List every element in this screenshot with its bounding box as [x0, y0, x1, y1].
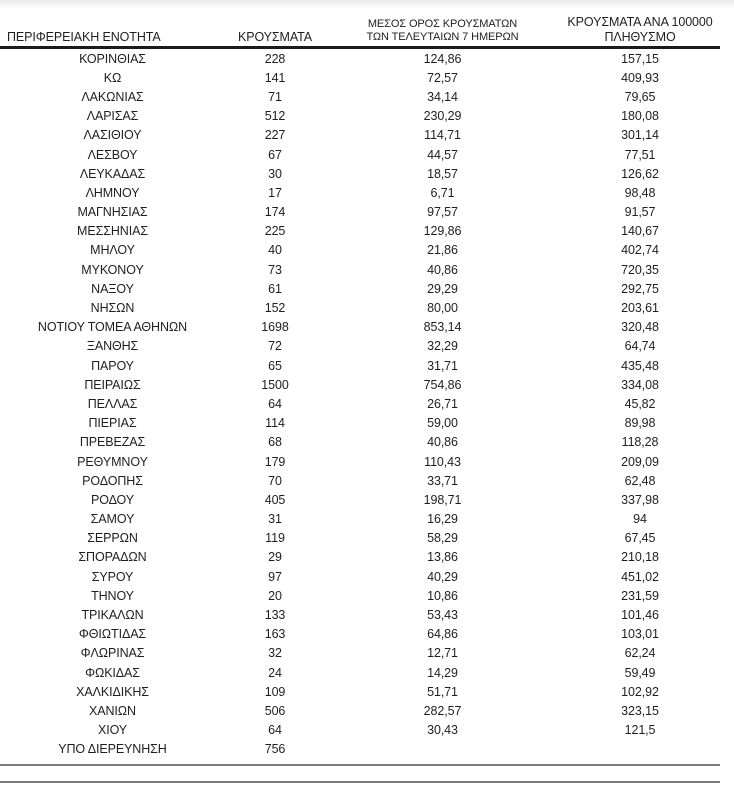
- region-name-cell: ΜΕΣΣΗΝΙΑΣ: [77, 224, 148, 239]
- region-name-cell: ΡΕΘΥΜΝΟΥ: [77, 454, 148, 469]
- cases-cell: 30: [268, 166, 282, 181]
- cases-cell: 24: [268, 665, 282, 680]
- per-100k-cell: 209,09: [621, 454, 659, 469]
- cases-cell: 133: [264, 608, 286, 623]
- per-100k-cell: 292,75: [621, 281, 659, 296]
- column-header-7day-average-line1: ΜΕΣΟΣ ΟΡΟΣ ΚΡΟΥΣΜΑΤΩΝ: [367, 18, 518, 30]
- region-name-cell: ΣΕΡΡΩΝ: [87, 531, 138, 546]
- per-100k-cell: 126,62: [621, 166, 659, 181]
- per-100k-cell: 91,57: [624, 205, 656, 220]
- column-header-cases-per-100k-line2: ΠΛΗΘΥΣΜΟ: [604, 29, 676, 44]
- avg-7day-cell: 97,57: [427, 205, 458, 220]
- cases-cell: 67: [268, 147, 282, 162]
- region-name-cell: ΞΑΝΘΗΣ: [86, 339, 139, 354]
- table-row: [0, 318, 720, 337]
- table-row: [0, 183, 720, 202]
- avg-7day-cell: 282,57: [423, 703, 462, 718]
- cases-cell: 29: [268, 550, 282, 565]
- per-100k-cell: 102,92: [621, 684, 659, 699]
- region-name-cell: ΛΕΣΒΟΥ: [87, 147, 138, 162]
- column-header-7day-average: [325, 18, 560, 44]
- table-row: [0, 605, 720, 624]
- cases-cell: 512: [264, 109, 286, 124]
- avg-7day-cell: 18,57: [427, 166, 458, 181]
- per-100k-cell: 45,82: [624, 396, 656, 411]
- cases-cell: 227: [264, 128, 286, 143]
- table-row: [0, 279, 720, 298]
- region-name-cell: ΠΡΕΒΕΖΑΣ: [79, 435, 146, 450]
- region-name-cell: ΠΙΕΡΙΑΣ: [88, 416, 137, 431]
- per-100k-cell: 98,48: [624, 185, 656, 200]
- avg-7day-cell: 124,86: [423, 51, 462, 66]
- cases-cell: 71: [268, 89, 282, 104]
- table-row: [0, 203, 720, 222]
- per-100k-cell: 203,61: [621, 301, 659, 316]
- per-100k-cell: 77,51: [624, 147, 656, 162]
- table-row: [0, 375, 720, 394]
- per-100k-cell: 320,48: [621, 320, 659, 335]
- avg-7day-cell: 40,86: [427, 435, 458, 450]
- table-row: [0, 414, 720, 433]
- per-100k-cell: 94: [633, 512, 647, 527]
- region-name-cell: ΝΑΞΟΥ: [91, 281, 134, 296]
- per-100k-cell: 402,74: [621, 243, 659, 258]
- avg-7day-cell: 6,71: [430, 185, 455, 200]
- region-name-cell: ΛΕΥΚΑΔΑΣ: [79, 166, 146, 181]
- region-name-cell: ΠΕΙΡΑΙΩΣ: [84, 377, 141, 392]
- region-name-cell: ΜΗΛΟΥ: [90, 243, 135, 258]
- cases-cell: 225: [264, 224, 286, 239]
- cases-cell: 163: [264, 627, 286, 642]
- cases-cell: 31: [268, 512, 282, 527]
- per-100k-cell: 101,46: [621, 608, 659, 623]
- region-name-cell: ΦΘΙΩΤΙΔΑΣ: [78, 627, 147, 642]
- avg-7day-cell: 51,71: [427, 684, 458, 699]
- cases-cell: 20: [268, 588, 282, 603]
- column-header-regional-unit: ΠΕΡΙΦΕΡΕΙΑΚΗ ΕΝΟΤΗΤΑ: [7, 30, 161, 44]
- region-name-cell: ΦΛΩΡΙΝΑΣ: [80, 646, 145, 661]
- per-100k-cell: 323,15: [621, 703, 659, 718]
- per-100k-cell: 301,14: [621, 128, 659, 143]
- avg-7day-cell: 21,86: [427, 243, 458, 258]
- avg-7day-cell: 129,86: [423, 224, 462, 239]
- cases-cell: 68: [268, 435, 282, 450]
- region-name-cell: ΜΑΓΝΗΣΙΑΣ: [77, 205, 148, 220]
- cases-cell: 97: [268, 569, 282, 584]
- per-100k-cell: 89,98: [624, 416, 656, 431]
- table-row: [0, 586, 720, 605]
- table-row: [0, 107, 720, 126]
- avg-7day-cell: 80,00: [427, 301, 458, 316]
- avg-7day-cell: 58,29: [427, 531, 458, 546]
- region-name-cell: ΛΑΣΙΘΙΟΥ: [83, 128, 142, 143]
- region-name-cell: ΤΗΝΟΥ: [91, 588, 134, 603]
- table-row: [0, 721, 720, 740]
- avg-7day-cell: 72,57: [427, 70, 458, 85]
- per-100k-cell: 62,48: [624, 473, 656, 488]
- table-row: [0, 471, 720, 490]
- cases-cell: 1500: [261, 377, 289, 392]
- table-row: [0, 356, 720, 375]
- avg-7day-cell: 30,43: [427, 723, 458, 738]
- table-row: [0, 68, 720, 87]
- avg-7day-cell: 114,71: [424, 128, 461, 143]
- cases-cell: 119: [265, 531, 285, 546]
- cases-cell: 72: [268, 339, 282, 354]
- cases-cell: 109: [264, 684, 286, 699]
- region-name-cell: ΣΥΡΟΥ: [91, 569, 134, 584]
- table-row: [0, 740, 720, 759]
- region-name-cell: ΛΑΡΙΣΑΣ: [86, 109, 139, 124]
- cases-cell: 64: [268, 396, 282, 411]
- region-name-cell: ΛΗΜΝΟΥ: [85, 185, 140, 200]
- region-name-cell: ΧΙΟΥ: [97, 723, 128, 738]
- avg-7day-cell: 12,71: [427, 646, 458, 661]
- region-name-cell: ΣΠΟΡΑΔΩΝ: [78, 550, 147, 565]
- per-100k-cell: 180,08: [621, 109, 659, 124]
- cases-cell: 179: [264, 454, 286, 469]
- table-row: [0, 298, 720, 317]
- cases-cell: 70: [268, 473, 282, 488]
- table-row: [0, 145, 720, 164]
- table-row: [0, 260, 720, 279]
- region-name-cell: ΠΑΡΟΥ: [91, 358, 134, 373]
- table-row: [0, 241, 720, 260]
- table-row: [0, 625, 720, 644]
- avg-7day-cell: 754,86: [423, 377, 462, 392]
- region-name-cell: ΚΟΡΙΝΘΙΑΣ: [79, 51, 146, 66]
- cases-cell: 64: [268, 723, 282, 738]
- table-body: [0, 49, 720, 759]
- per-100k-cell: 435,48: [621, 358, 659, 373]
- region-name-cell: ΠΕΛΛΑΣ: [87, 396, 138, 411]
- region-name-cell: ΧΑΛΚΙΔΙΚΗΣ: [76, 684, 149, 699]
- table-row: [0, 87, 720, 106]
- per-100k-cell: 67,45: [624, 531, 656, 546]
- avg-7day-cell: 59,00: [427, 416, 458, 431]
- avg-7day-cell: 64,86: [427, 627, 458, 642]
- avg-7day-cell: 853,14: [423, 320, 462, 335]
- table-row: [0, 663, 720, 682]
- cases-cell: 61: [268, 281, 282, 296]
- column-header-cases: ΚΡΟΥΣΜΑΤΑ: [237, 30, 313, 44]
- avg-7day-cell: 13,86: [427, 550, 458, 565]
- avg-7day-cell: 31,71: [427, 358, 458, 373]
- per-100k-cell: 103,01: [621, 627, 659, 642]
- region-name-cell: ΡΟΔΟΠΗΣ: [82, 473, 143, 488]
- table-row: [0, 490, 720, 509]
- region-name-cell: ΡΟΔΟΥ: [90, 492, 135, 507]
- region-name-cell: ΝΗΣΩΝ: [90, 301, 135, 316]
- avg-7day-cell: 32,29: [427, 339, 458, 354]
- table-row: [0, 452, 720, 471]
- cases-cell: 73: [268, 262, 282, 277]
- per-100k-cell: 210,18: [621, 550, 659, 565]
- per-100k-cell: 59,49: [624, 665, 656, 680]
- avg-7day-cell: 33,71: [427, 473, 458, 488]
- avg-7day-cell: 16,29: [427, 512, 458, 527]
- table-row: [0, 529, 720, 548]
- avg-7day-cell: 198,71: [423, 492, 462, 507]
- table-row: [0, 682, 720, 701]
- region-name-cell: ΝΟΤΙΟΥ ΤΟΜΕΑ ΑΘΗΝΩΝ: [37, 320, 188, 335]
- avg-7day-cell: 44,57: [427, 147, 458, 162]
- avg-7day-cell: 34,14: [427, 89, 458, 104]
- cases-cell: 1698: [261, 320, 289, 335]
- cases-cell: 228: [264, 51, 286, 66]
- avg-7day-cell: 230,29: [423, 109, 462, 124]
- region-name-cell: ΛΑΚΩΝΙΑΣ: [81, 89, 144, 104]
- cases-cell: 32: [268, 646, 282, 661]
- column-header-7day-average-line2: ΤΩΝ ΤΕΛΕΥΤΑΙΩΝ 7 ΗΜΕΡΩΝ: [366, 31, 519, 43]
- column-header-cases-per-100k-line1: ΚΡΟΥΣΜΑΤΑ ΑΝΑ 100000: [567, 15, 713, 29]
- avg-7day-cell: 26,71: [427, 396, 458, 411]
- per-100k-cell: 231,59: [621, 588, 659, 603]
- per-100k-cell: 157,15: [621, 51, 659, 66]
- table-row: [0, 164, 720, 183]
- table-row: [0, 567, 720, 586]
- cases-cell: 506: [264, 703, 286, 718]
- table-row: [0, 701, 720, 720]
- avg-7day-cell: 14,29: [427, 665, 458, 680]
- per-100k-cell: 720,35: [621, 262, 659, 277]
- cases-cell: 152: [264, 301, 286, 316]
- per-100k-cell: 140,67: [621, 224, 659, 239]
- per-100k-cell: 409,93: [621, 70, 659, 85]
- per-100k-cell: 118,28: [621, 435, 659, 450]
- cases-cell: 65: [268, 358, 282, 373]
- table-row: [0, 433, 720, 452]
- cases-cell: 141: [264, 70, 286, 85]
- region-name-cell: ΦΩΚΙΔΑΣ: [85, 665, 140, 680]
- cases-cell: 174: [264, 205, 286, 220]
- table-row: [0, 49, 720, 68]
- cases-cell: 17: [268, 185, 282, 200]
- column-header-cases-per-100k: [560, 15, 720, 44]
- region-name-cell: ΧΑΝΙΩΝ: [89, 703, 136, 718]
- region-name-cell: ΤΡΙΚΑΛΩΝ: [81, 608, 144, 623]
- table-row: [0, 126, 720, 145]
- per-100k-cell: 451,02: [621, 569, 659, 584]
- region-name-cell: ΜΥΚΟΝΟΥ: [81, 262, 144, 277]
- region-name-cell: ΚΩ: [103, 70, 122, 85]
- avg-7day-cell: 53,43: [427, 608, 458, 623]
- cases-cell: 114: [265, 416, 285, 431]
- per-100k-cell: 334,08: [621, 377, 659, 392]
- per-100k-cell: 337,98: [621, 492, 659, 507]
- per-100k-cell: 79,65: [624, 89, 656, 104]
- avg-7day-cell: 40,86: [427, 262, 458, 277]
- avg-7day-cell: 10,86: [427, 588, 458, 603]
- bottom-divider-2: [0, 781, 720, 783]
- avg-7day-cell: 29,29: [427, 281, 458, 296]
- per-100k-cell: 64,74: [624, 339, 656, 354]
- table-row: [0, 548, 720, 567]
- table-row: [0, 394, 720, 413]
- cases-cell: 756: [264, 742, 286, 757]
- cases-cell: 40: [268, 243, 282, 258]
- cases-cell: 405: [264, 492, 286, 507]
- table-row: [0, 644, 720, 663]
- per-100k-cell: 62,24: [624, 646, 656, 661]
- table-row: [0, 222, 720, 241]
- bottom-divider-1: [0, 764, 720, 766]
- table-row: [0, 337, 720, 356]
- table-header-row: [0, 0, 720, 49]
- table-row: [0, 510, 720, 529]
- per-100k-cell: 121,5: [624, 723, 656, 738]
- avg-7day-cell: 40,29: [427, 569, 458, 584]
- region-name-cell: ΣΑΜΟΥ: [90, 512, 135, 527]
- avg-7day-cell: 110,43: [424, 454, 461, 469]
- region-name-cell: ΥΠΟ ΔΙΕΡΕΥΝΗΣΗ: [58, 742, 167, 757]
